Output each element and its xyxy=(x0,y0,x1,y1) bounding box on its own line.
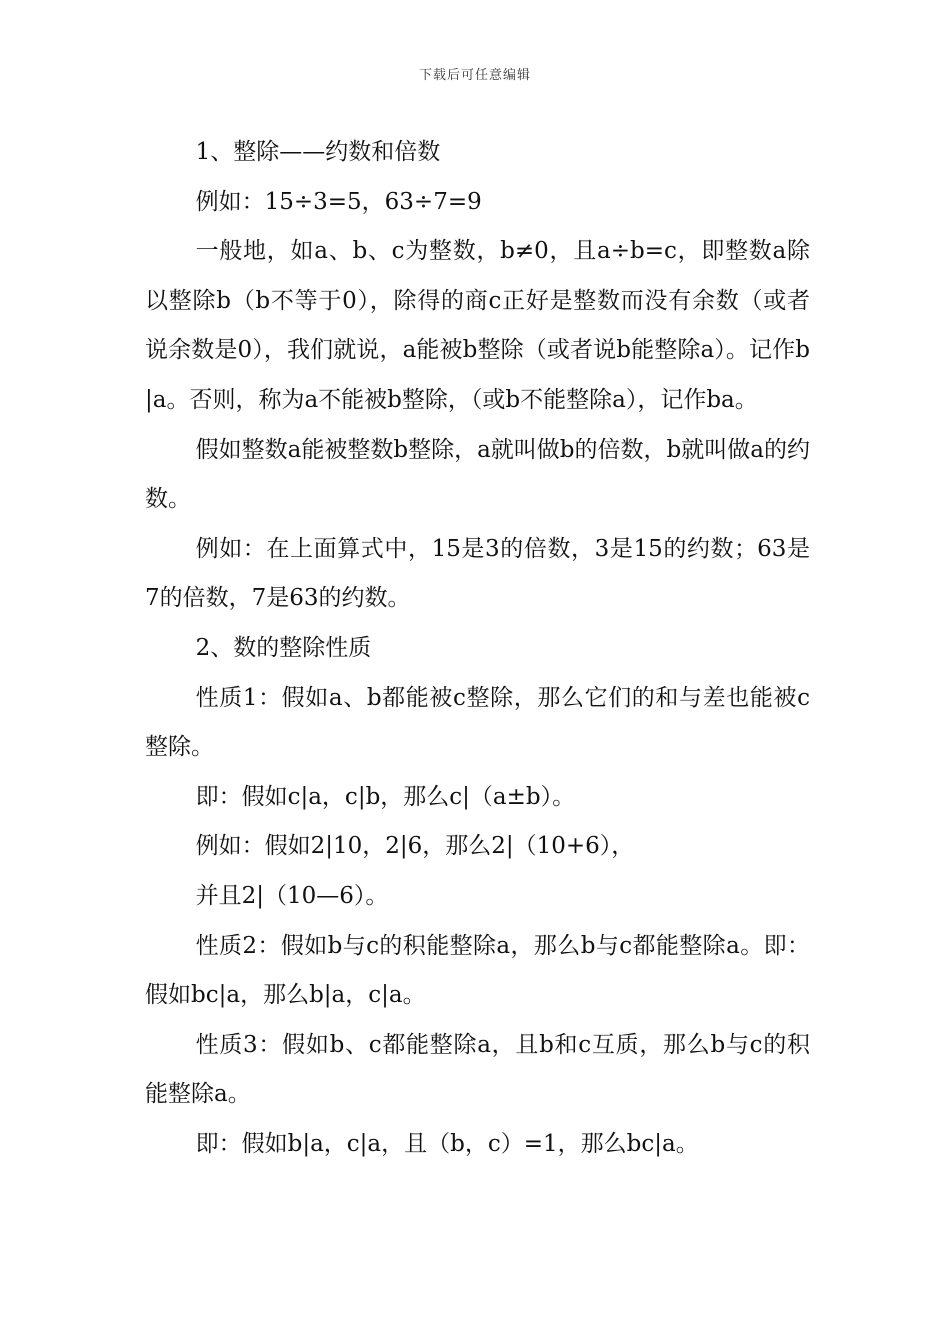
multiple-divisor-paragraph: 假如整数a能被整数b整除，a就叫做b的倍数，b就叫做a的约数。 xyxy=(145,436,810,513)
section-heading-2: 2、数的整除性质 xyxy=(195,634,372,661)
section-heading-1: 1、整除——约数和倍数 xyxy=(195,139,441,165)
property-1-example-continued: 并且2|（10—6）。 xyxy=(195,882,389,909)
example-paragraph: 例如：在上面算式中，15是3的倍数，3是15的约数；63是7的倍数，7是63的约数。 xyxy=(145,535,810,612)
example-paragraph: 例如：15÷3=5，63÷7=9 xyxy=(195,188,482,215)
page-header: 下载后可任意编辑 xyxy=(418,68,531,83)
property-3-formula: 即：假如b|a，c|a，且（b，c）=1，那么bc|a。 xyxy=(195,1130,699,1157)
property-2-paragraph: 性质2：假如b与c的积能整除a，那么b与c都能整除a。即：假如bc|a，那么b|a，c|a。 xyxy=(145,932,810,1009)
definition-paragraph: 一般地，如a、b、c为整数，b≠0，且a÷b=c，即整数a除以整除b（b不等于0），除得的商c正好是整数而没有余数（或者说余数是0），我们就说，a能被b整除（或者说b能整除a）。记作b|a。否则，称为a不能被b整除，（或b不能整除a），记作ba。 xyxy=(145,238,810,413)
property-3-paragraph: 性质3：假如b、c都能整除a，且b和c互质，那么b与c的积能整除a。 xyxy=(145,1031,810,1108)
document-body xyxy=(145,128,810,1169)
property-1-example: 例如：假如2|10，2|6，那么2|（10+6）， xyxy=(195,833,635,860)
property-1-paragraph: 性质1：假如a、b都能被c整除，那么它们的和与差也能被c整除。 xyxy=(145,684,810,761)
property-1-formula: 即：假如c|a，c|b，那么c|（a±b）。 xyxy=(195,783,576,810)
